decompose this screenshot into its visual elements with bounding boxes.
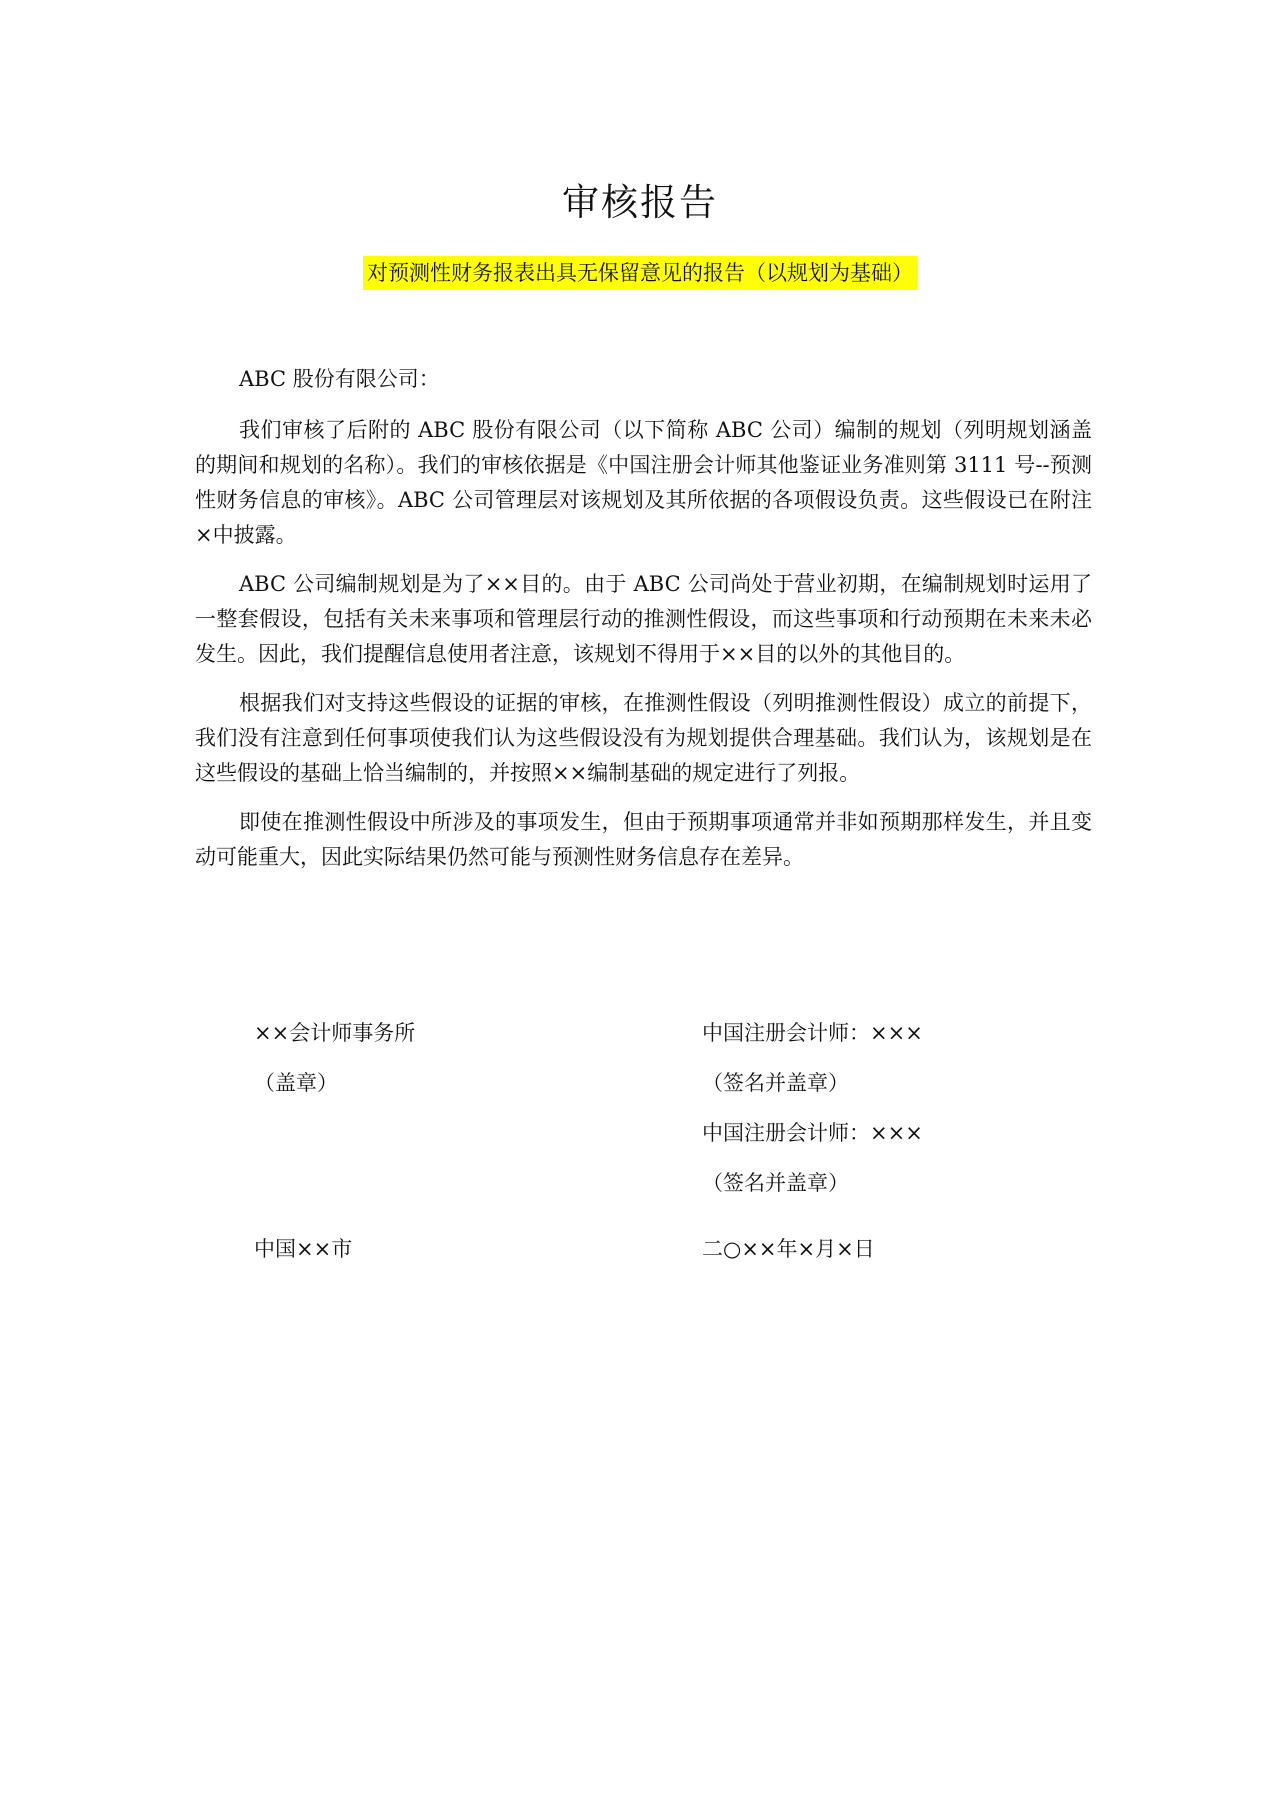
- cpa-seal-2: （签名并盖章）: [702, 1171, 849, 1195]
- cpa-signature-1: 中国注册会计师：×××: [702, 1021, 923, 1045]
- document-title: 审核报告: [562, 181, 718, 224]
- paragraph-opinion: 根据我们对支持这些假设的证据的审核，在推测性假设（列明推测性假设）成立的前提下，我们没有注意到任何事项使我们认为这些假设没有为规划提供合理基础。我们认为，该规划是在这些假设的基础上恰当编制的，并按照××编制基础的规定进行了列报。: [195, 691, 1092, 785]
- firm-seal: （盖章）: [254, 1071, 338, 1095]
- paragraph-caveat: 即使在推测性假设中所涉及的事项发生，但由于预期事项通常并非如预期那样发生，并且变动可能重大，因此实际结果仍然可能与预测性财务信息存在差异。: [195, 810, 1092, 869]
- paragraph-purpose: ABC 公司编制规划是为了××目的。由于 ABC 公司尚处于营业初期，在编制规划时运用了一整套假设，包括有关未来事项和管理层行动的推测性假设，而这些事项和行动预期在未来未必发生。因此，我们提醒信息使用者注意，该规划不得用于××目的以外的其他目的。: [195, 572, 1092, 666]
- firm-name: ××会计师事务所: [254, 1021, 416, 1045]
- report-body: [195, 362, 1092, 889]
- salutation: ABC 股份有限公司：: [239, 367, 440, 391]
- paragraph-scope: 我们审核了后附的 ABC 股份有限公司（以下简称 ABC 公司）编制的规划（列明规划涵盖的期间和规划的名称）。我们的审核依据是《中国注册会计师其他鉴证业务准则第 3111 号--预测性财务信息的审核》。ABC 公司管理层对该规划及其所依据的各项假设负责。这些假设已在附注×中披露。: [195, 418, 1092, 547]
- highlighted-subtitle: 对预测性财务报表出具无保留意见的报告（以规划为基础）: [363, 256, 917, 290]
- report-location: 中国××市: [254, 1237, 353, 1261]
- cpa-signature-2: 中国注册会计师：×××: [702, 1121, 923, 1145]
- report-date: 二○××年×月×日: [702, 1237, 875, 1261]
- subtitle-container: [0, 256, 1280, 290]
- cpa-seal-1: （签名并盖章）: [702, 1071, 849, 1095]
